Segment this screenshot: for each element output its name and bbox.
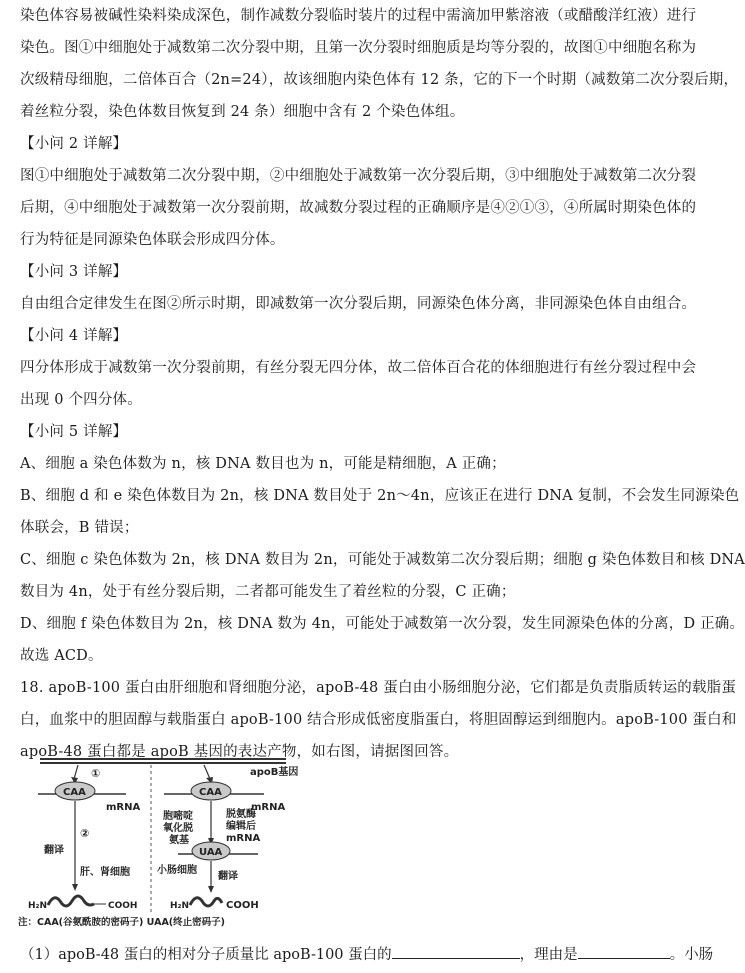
option-c-line: 数目为 4n，处于有丝分裂后期，二者都可能发生了着丝粒的分裂，C 正确； — [20, 584, 516, 600]
h2n-right-label: H₂N — [170, 901, 190, 911]
cells-left-label: 肝、肾细胞 — [80, 867, 130, 878]
translate-left-label: 翻译 — [44, 845, 64, 856]
question-1-suffix: 。小肠 — [669, 947, 714, 963]
apob-expression-diagram — [18, 753, 308, 933]
paragraph-line: 染色体容易被碱性染料染成深色，制作减数分裂临时装片的过程中需滴加甲紫溶液（或醋酸洋红液）进行 — [20, 8, 697, 24]
question-1-prefix: （1）apoB-48 蛋白的相对分子质量比 apoB-100 蛋白的 — [20, 947, 392, 963]
question-1-line — [20, 944, 714, 965]
cells-right-label: 小肠细胞 — [157, 865, 197, 876]
paragraph-line: 染色。图①中细胞处于减数第二次分裂中期，且第一次分裂时细胞质是均等分裂的，故图①中细胞名称为 — [20, 40, 697, 56]
step-1-label: ① — [91, 767, 101, 780]
paragraph-line: 次级精母细胞，二倍体百合（2n=24），故该细胞内染色体有 12 条，它的下一个时期（减数第二次分裂后期， — [20, 72, 739, 88]
gene-label: apoB基因 — [250, 767, 299, 778]
cooh-right-label: COOH — [226, 900, 259, 911]
section-heading-q5: 【小问 5 详解】 — [20, 424, 128, 440]
mrna-right-label: mRNA — [251, 802, 286, 813]
option-b-line: B、细胞 d 和 e 染色体数目为 2n，核 DNA 数目处于 2n～4n，应该正在进行 DNA 复制，不会发生同源染色 — [20, 488, 740, 504]
section-heading-q4: 【小问 4 详解】 — [20, 328, 128, 344]
cooh-left-label: COOH — [108, 901, 138, 911]
section-heading-q2: 【小问 2 详解】 — [20, 136, 128, 152]
paragraph-line: 着丝粒分裂，染色体数目恢复到 24 条）细胞中含有 2 个染色体组。 — [20, 104, 465, 120]
codon-caa-left-label: CAA — [63, 787, 86, 798]
translate-right-label: 翻译 — [218, 871, 238, 882]
diagram-note: 注：CAA(谷氨酰胺的密码子) UAA(终止密码子) — [18, 917, 225, 928]
answer-line: 故选 ACD。 — [20, 648, 103, 664]
paragraph-line: 自由组合定律发生在图②所示时期，即减数第一次分裂后期，同源染色体分离，非同源染色体自由组合。 — [20, 296, 697, 312]
polypeptide-right — [190, 898, 222, 906]
paragraph-line: 出现 0 个四分体。 — [20, 392, 142, 408]
answer-blank-2 — [578, 944, 670, 959]
option-b-line: 体联会，B 错误； — [20, 520, 139, 536]
enzyme-line-3: 氨基 — [169, 835, 189, 846]
answer-blank-1 — [392, 944, 520, 959]
paragraph-line: 行为特征是同源染色体联会形成四分体。 — [20, 232, 285, 248]
transcription-arrow-left — [74, 765, 78, 779]
step-2-label: ② — [80, 827, 90, 840]
h2n-left-label: H₂N — [28, 901, 48, 911]
question-18-line: 18. apoB-100 蛋白由肝细胞和肾细胞分泌，apoB-48 蛋白由小肠细胞分泌，它们都是负责脂质转运的载脂蛋 — [20, 680, 737, 696]
paragraph-line: 四分体形成于减数第一次分裂前期，有丝分裂无四分体，故二倍体百合花的体细胞进行有丝分裂过程中会 — [20, 360, 697, 376]
polypeptide-left — [48, 896, 94, 906]
section-heading-q3: 【小问 3 详解】 — [20, 264, 128, 280]
question-18-line: 白，血浆中的胆固醇与载脂蛋白 apoB-100 结合形成低密度脂蛋白，将胆固醇运到细胞内。apoB-100 蛋白和 — [20, 712, 737, 728]
edit-line-1: 脱氨酶 — [226, 809, 256, 820]
option-c-line: C、细胞 c 染色体数为 2n，核 DNA 数目为 2n，可能处于减数第二次分裂后期；细胞 g 染色体数目和核 DNA — [20, 552, 745, 568]
mrna-left-label: mRNA — [106, 802, 141, 813]
enzyme-line-1: 胞嘧啶 — [163, 811, 193, 822]
transcription-arrow-right — [204, 765, 210, 779]
enzyme-line-2: 氧化脱 — [163, 823, 193, 834]
option-d-line: D、细胞 f 染色体数目为 2n，核 DNA 数为 4n，可能处于减数第一次分裂，发生同源染色体的分离，D 正确。 — [20, 616, 745, 632]
edit-line-3: mRNA — [226, 833, 261, 844]
paragraph-line: 图①中细胞处于减数第二次分裂中期，②中细胞处于减数第一次分裂后期，③中细胞处于减数第二次分裂 — [20, 168, 697, 184]
paragraph-line: 后期，④中细胞处于减数第一次分裂前期，故减数分裂过程的正确顺序是④②①③，④所属时期染色体的 — [20, 200, 697, 216]
edit-line-2: 编辑后 — [226, 821, 256, 832]
codon-uaa-label: UAA — [199, 847, 223, 858]
option-a-line: A、细胞 a 染色体数为 n，核 DNA 数目也为 n，可能是精细胞，A 正确； — [20, 456, 506, 472]
codon-caa-right-label: CAA — [199, 787, 222, 798]
question-1-middle: ，理由是 — [519, 947, 578, 963]
question-18-line: apoB-48 蛋白都是 apoB 基因的表达产物，如右图，请据图回答。 — [20, 744, 459, 760]
